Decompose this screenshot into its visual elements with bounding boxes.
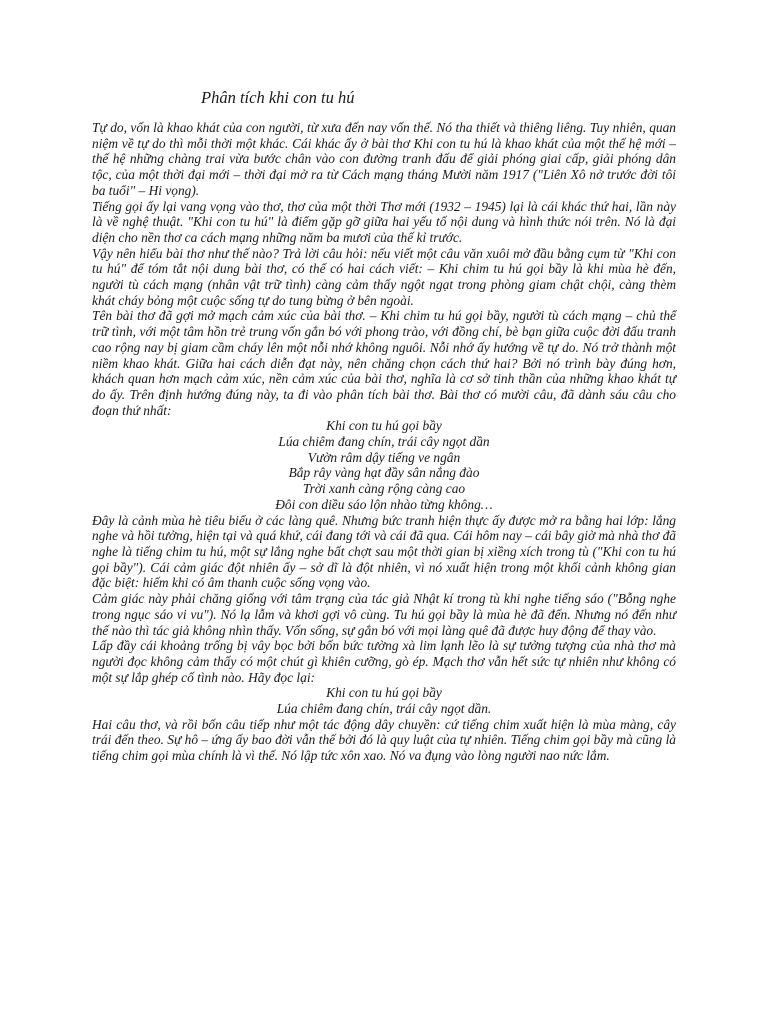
page-title: Phân tích khi con tu hú — [201, 88, 355, 107]
paragraph: Tiếng gọi ấy lại vang vọng vào thơ, thơ của một thời Thơ mới (1932 – 1945) lại là cái khác thứ hai, lần này là về nghệ thuật. "Khi con tu hú" là điểm gặp gỡ giữa hai yếu tố nội dung và hình thức nói trên. Nó là đại diện cho nền thơ ca cách mạng những năm ba mươi của thế kỉ trước. — [92, 198, 676, 245]
verse-line: Đôi con diều sáo lộn nhào từng không… — [275, 496, 493, 512]
verse-line: Lúa chiêm đang chín, trái cây ngọt dần — [278, 434, 490, 450]
verse-line: Khi con tu hú gọi bầy — [326, 685, 442, 701]
paragraph: Tên bài thơ đã gợi mở mạch cảm xúc của bài thơ. – Khi chim tu hú gọi bầy, người tù cách mạng – chủ thể trữ tình, với một tâm hồn trẻ trung vốn gắn bó với phong trào, với đồng chí, bè bạn giữa cuộc đời đấu tranh cao rộng nay bị giam cầm cháy lên một nỗi nhớ không nguôi. Nỗi nhớ ấy hướng về tự do. Nó trở thành một niềm khao khát. Giữa hai cách diễn đạt này, nên chăng chọn cách thứ hai? Bởi nó trình bày đúng hơn, khách quan hơn mạch cảm xúc, nền cảm xúc của bài thơ, nghĩa là cơ sở tinh thần của những khao khát tự do ấy. Trên định hướng đúng này, ta đi vào phân tích bài thơ. Bài thơ có mười câu, đã dành sáu câu cho đoạn thứ nhất: — [92, 308, 676, 418]
paragraph: Đây là cảnh mùa hè tiêu biểu ở các làng quê. Nhưng bức tranh hiện thực ấy được mở ra bằng hai lớp: lắng nghe và hồi tưởng, hiện tại và quá khứ, cái đang tới và cái đã qua. Cái hôm nay – cái bây giờ mà nhà thơ đã nghe là tiếng chim tu hú, một sự lắng nghe bất chợt sau một thời gian bị xiềng xích trong tù ("Khi con tu hú gọi bầy"). Cái cảm giác đột nhiên ấy – sở dĩ là đột nhiên, vì nó xuất hiện trong một khối cảnh không gian đặc biệt: hiếm khi có âm thanh cuộc sống vọng vào. — [92, 512, 676, 591]
verse-line: Trời xanh càng rộng càng cao — [302, 481, 466, 497]
paragraph: Lấp đầy cái khoảng trống bị vây bọc bởi bốn bức tường xà lim lạnh lẽo là sự tưởng tượng của nhà thơ mà người đọc không cảm thấy có một chút gì khiên cưỡng, gò ép. Mạch thơ vẫn hết sức tự nhiên như không có một sự lắp ghép cố tình nào. Hãy đọc lại: — [92, 638, 676, 685]
verse-line: Khi con tu hú gọi bầy — [326, 418, 442, 434]
paragraph: Hai câu thơ, và rồi bốn câu tiếp như một tác động dây chuyền: cứ tiếng chim xuất hiện là mùa màng, cây trái đến theo. Sự hô – ứng ấy bao đời vẫn thế bởi đó là quy luật của tự nhiên. Tiếng chim gọi bầy mà cũng là tiếng chim gọi mùa chính là vì thế. Nó lập tức xôn xao. Nó va đụng vào lòng người nao nức lắm. — [92, 716, 676, 764]
verse-line: Bắp rây vàng hạt đầy sân nắng đào — [288, 465, 480, 481]
document-body — [92, 120, 676, 764]
paragraph: Vậy nên hiểu bài thơ như thế nào? Trả lời câu hỏi: nếu viết một câu văn xuôi mở đầu bằng cụm từ "Khi con tu hú" để tóm tắt nội dung bài thơ, có thể có hai cách viết: – Khi chim tu hú gọi bầy là khi mùa hè đến, người tù cách mạng (nhân vật trữ tình) càng cảm thấy ngột ngạt trong phòng giam chật chội, càng thèm khát cháy bỏng một cuộc sống tự do tung bừng ở bên ngoài. — [92, 245, 676, 308]
paragraph: Cảm giác này phải chăng giống với tâm trạng của tác giả Nhật kí trong tù khi nghe tiếng sáo ("Bỗng nghe trong ngục sáo vi vu"). Nó lạ lẫm và khơi gợi vô cùng. Tu hú gọi bầy là mùa hè đã đến. Nhưng nó đến như thế nào thì tác giả không nhìn thấy. Vốn sống, sự gắn bó với mọi làng quê đã được huy động để thay vào. — [92, 591, 676, 638]
verse-line: Vườn râm dậy tiếng ve ngân — [307, 449, 461, 465]
paragraph: Tự do, vốn là khao khát của con người, từ xưa đến nay vốn thế. Nó tha thiết và thiêng liêng. Tuy nhiên, quan niệm về tự do thì mỗi thời một khác. Cái khác ấy ở bài thơ Khi con tu hú là khao khát của một thế hệ mới – thế hệ những chàng trai vừa bước chân vào con đường tranh đấu để giải phóng giai cấp, giải phóng dân tộc, của một thời đại mới – thời đại mở ra từ Cách mạng tháng Mười năm 1917 ("Liên Xô nở trước đời tôi ba tuổi" – Hi vọng). — [92, 120, 676, 198]
verse-line: Lúa chiêm đang chín, trái cây ngọt dần. — [276, 701, 492, 717]
